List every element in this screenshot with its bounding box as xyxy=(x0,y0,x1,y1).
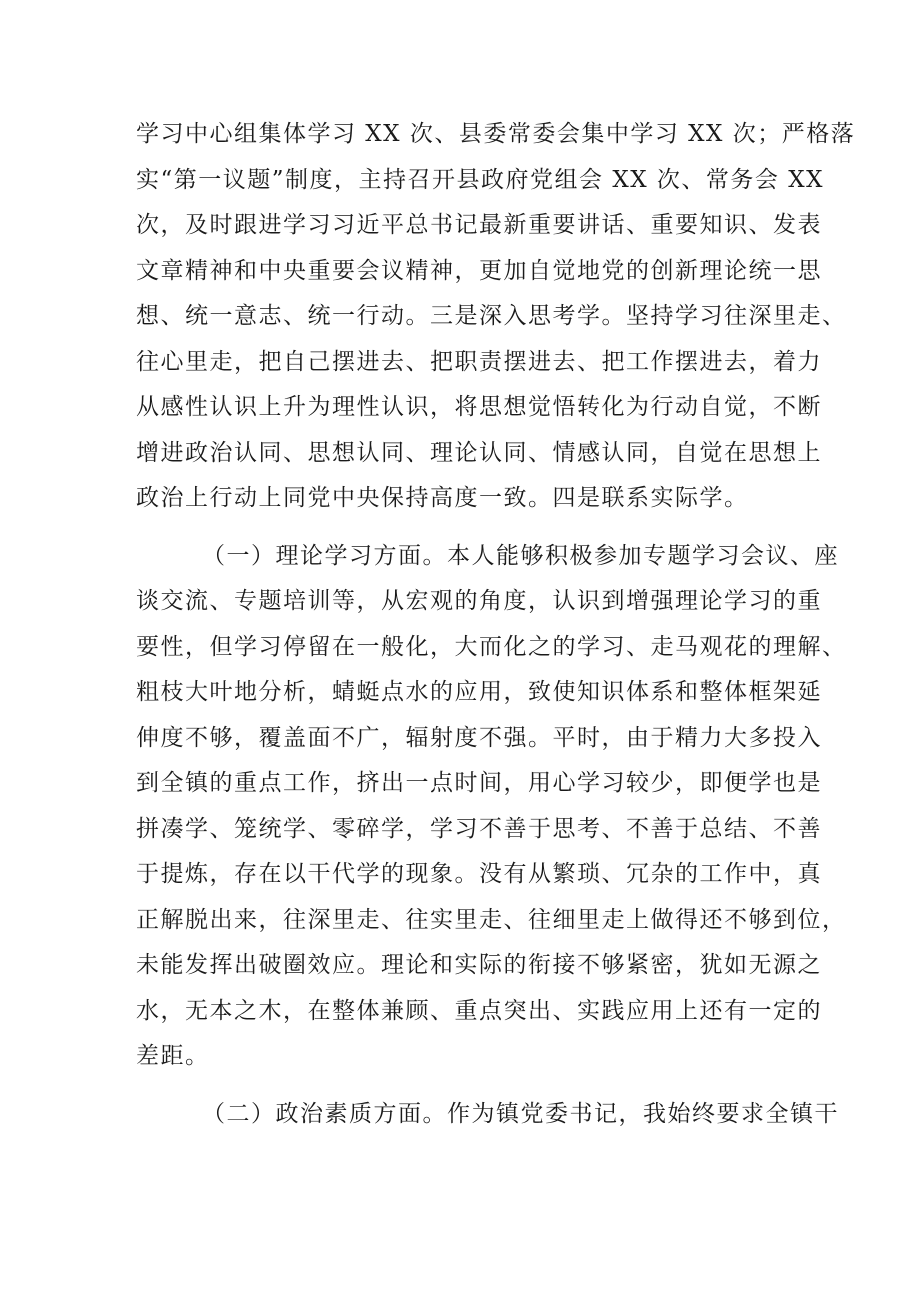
text-line: 次，及时跟进学习习近平总书记最新重要讲话、重要知识、发表 xyxy=(136,212,822,238)
text-line: 差距。 xyxy=(136,1043,210,1069)
text-line: 拼凑学、笼统学、零碎学，学习不善于思考、不善于总结、不善 xyxy=(136,815,822,842)
text-line: 实“第一议题”制度，主持召开县政府党组会 XX 次、常务会 XX xyxy=(136,166,824,193)
text-line: 要性，但学习停留在一般化，大而化之的学习、走马观花的理解、 xyxy=(136,633,847,660)
text-line: 到全镇的重点工作，挤出一点时间，用心学习较少，即便学也是 xyxy=(136,770,822,796)
document-body xyxy=(136,112,856,1137)
text-line: 伸度不够，覆盖面不广，辐射度不强。平时，由于精力大多投入 xyxy=(136,724,822,751)
text-line: 谈交流、专题培训等，从宏观的角度，认识到增强理论学习的重 xyxy=(136,588,822,614)
paragraph-theory-study xyxy=(136,534,847,1080)
text-line: 往心里走，把自己摆进去、把职责摆进去、把工作摆进去，着力 xyxy=(136,348,822,375)
text-line: 正解脱出来，往深里走、往实里走、往细里走上做得还不够到位， xyxy=(136,906,847,933)
paragraph-1 xyxy=(136,112,856,522)
text-line: 想、统一意志、统一行动。三是深入思考学。坚持学习往深里走、 xyxy=(136,303,847,329)
text-line: 未能发挥出破圈效应。理论和实际的衔接不够紧密，犹如无源之 xyxy=(136,952,822,978)
text-line: 水，无本之木，在整体兼顾、重点突出、实践应用上还有一定的 xyxy=(136,997,822,1024)
text-line-first: （二）政治素质方面。作为镇党委书记，我始终要求全镇干 xyxy=(202,1100,839,1127)
text-line: 从感性认识上升为理性认识，将思想觉悟转化为行动自觉，不断 xyxy=(136,394,822,420)
text-line: 学习中心组集体学习 XX 次、县委常委会集中学习 XX 次；严格落 xyxy=(136,121,856,147)
text-line: 文章精神和中央重要会议精神，更加自觉地党的创新理论统一思 xyxy=(136,257,822,284)
text-line: 粗枝大叶地分析，蜻蜓点水的应用，致使知识体系和整体框架延 xyxy=(136,679,822,705)
text-line: 增进政治认同、思想认同、理论认同、情感认同，自觉在思想上 xyxy=(136,439,822,466)
text-line-first: （一）理论学习方面。本人能够积极参加专题学习会议、座 xyxy=(202,542,839,569)
paragraph-political-quality xyxy=(136,1092,839,1138)
text-line: 政治上行动上同党中央保持高度一致。四是联系实际学。 xyxy=(136,485,749,511)
text-line: 于提炼，存在以干代学的现象。没有从繁琐、冗杂的工作中，真 xyxy=(136,861,822,887)
